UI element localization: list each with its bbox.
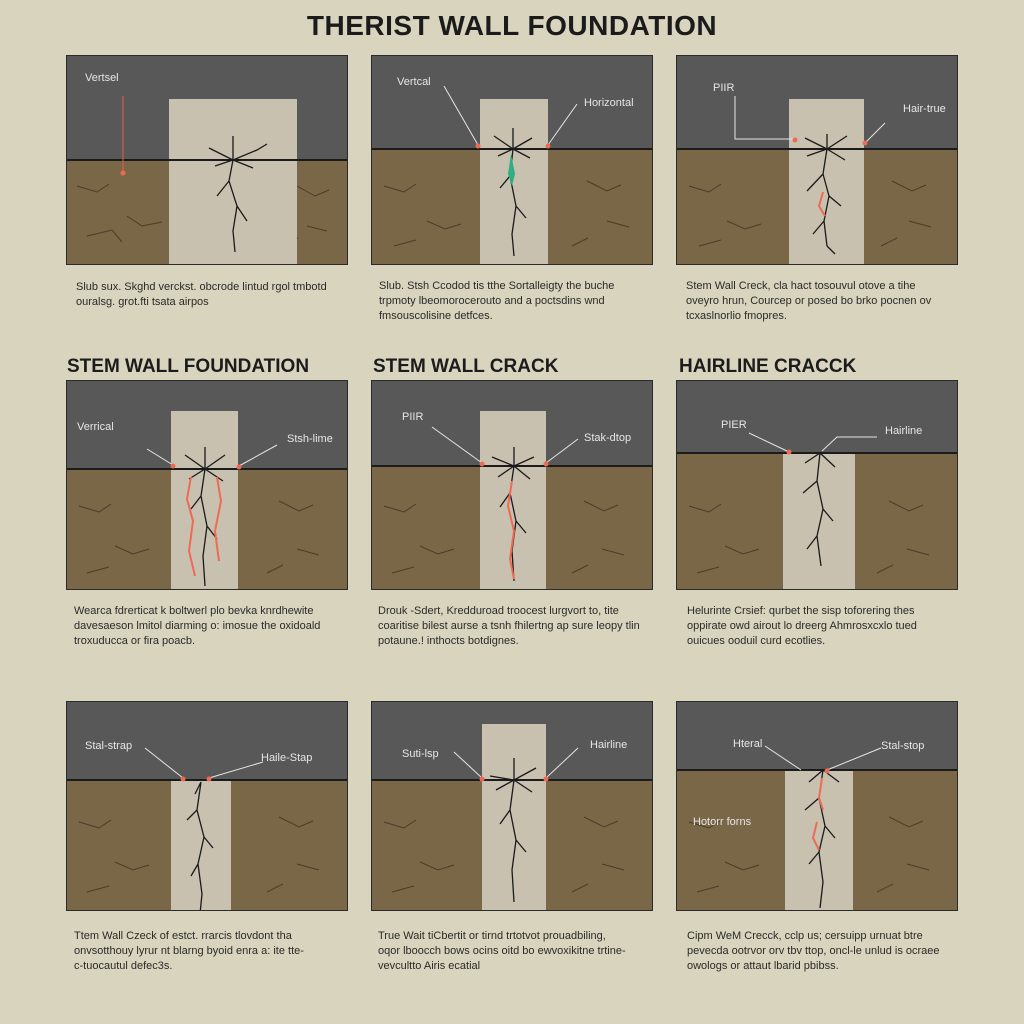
foundation-panel-2 — [371, 55, 653, 265]
heading-stem-wall-foundation: STEM WALL FOUNDATION — [67, 356, 310, 377]
crack-label: Vertsel — [85, 72, 119, 84]
heading-stem-wall-crack: STEM WALL CRACK — [373, 356, 559, 377]
crack-label: Haile-Stap — [261, 752, 313, 764]
crack-label: Verrical — [77, 421, 114, 433]
crack-label: Hteral — [733, 738, 763, 750]
page-title: THERIST WALL FOUNDATION — [306, 10, 718, 41]
panel-caption: Wearca fdrerticat k boltwerl plo bevka knrdhewite davesaeson lmitol diarming o: imosue the oxidoald troxuducca or fira poacb. — [74, 605, 321, 647]
crack-label: Hotorr forns — [693, 816, 752, 828]
foundation-panel-3 — [676, 55, 958, 265]
foundation-diagram — [677, 381, 957, 590]
foundation-panel-9 — [676, 701, 958, 911]
crack-label: PIIR — [402, 411, 424, 423]
crack-label: Hairline — [590, 739, 628, 751]
foundation-panel-8 — [371, 701, 653, 911]
crack-label: Hairline — [885, 425, 923, 437]
foundation-diagram — [677, 702, 957, 911]
crack-label: Stal-stop — [881, 740, 925, 752]
foundation-panel-6 — [676, 380, 958, 590]
foundation-diagram — [67, 381, 347, 590]
foundation-diagram — [67, 702, 347, 911]
panel-caption: True Wait tiCbertit or tirnd trtotvot prouadbiling, oqor lboocch bows ocins oitd bo ewvoxikitne trtine- vevcultto Airis ecatial — [378, 930, 626, 972]
panel-caption: Ttem Wall Czeck of estct. rrarcis tlovdont tha onvsotthouy lyrur nt blarng byoid enra a: ite tte- c-tuocautul defec3s. — [74, 930, 304, 972]
crack-label: Hair-true — [903, 103, 946, 115]
panel-caption: Drouk -Sdert, Kredduroad troocest lurgvort to, tite coaritise bilest aurse a tsnh fhilertng ap sure leopy tlin potaune.! inthocts botdignes. — [378, 605, 640, 647]
heading-hairline-crack: HAIRLINE CRACCK — [679, 356, 857, 377]
panel-caption: Stem Wall Creck, cla hact tosouvul otove a tihe oveyro hrun, Courcep or posed bo brko pocnen ov tcxaslnorlio fmopres. — [686, 280, 932, 322]
crack-label: Suti-lsp — [402, 748, 439, 760]
panel-caption: Cipm WeM Crecck, cclp us; cersuipp urnuat btre pevecda ootrvor orv tbv ttop, oncl-le unlud is ocraee owologs or attaut lbarid pbibss. — [687, 930, 940, 972]
foundation-panel-4 — [66, 380, 348, 590]
panel-caption: Helurinte Crsief: qurbet the sisp toforering thes oppirate owd airout lo dreerg Ahmrosxcxlo tued ouicues ooduil curd ecotlies. — [687, 605, 917, 647]
crack-label: Horizontal — [584, 97, 634, 109]
foundation-panel-7 — [66, 701, 348, 911]
panel-caption: Slub sux. Skghd verckst. obcrode lintud rgol tmbotd ouralsg. grot.fti tsata airpos — [76, 281, 327, 308]
crack-label: Vertcal — [397, 76, 431, 88]
foundation-panel-1 — [66, 55, 348, 265]
crack-label: Stal-strap — [85, 740, 133, 752]
crack-label: PIER — [721, 419, 747, 431]
crack-label: PIIR — [713, 82, 735, 94]
foundation-panel-5 — [371, 380, 653, 590]
panel-caption: Slub. Stsh Ccodod tis tthe Sortalleigty the buche trpmoty lbeomorocerouto and a poctsdins wnd fmsouscolisine detfces. — [379, 280, 615, 322]
foundation-diagram — [67, 56, 347, 264]
crack-label: Stsh-lime — [287, 433, 333, 445]
crack-label: Stak-dtop — [584, 432, 632, 444]
foundation-diagram — [372, 702, 652, 911]
